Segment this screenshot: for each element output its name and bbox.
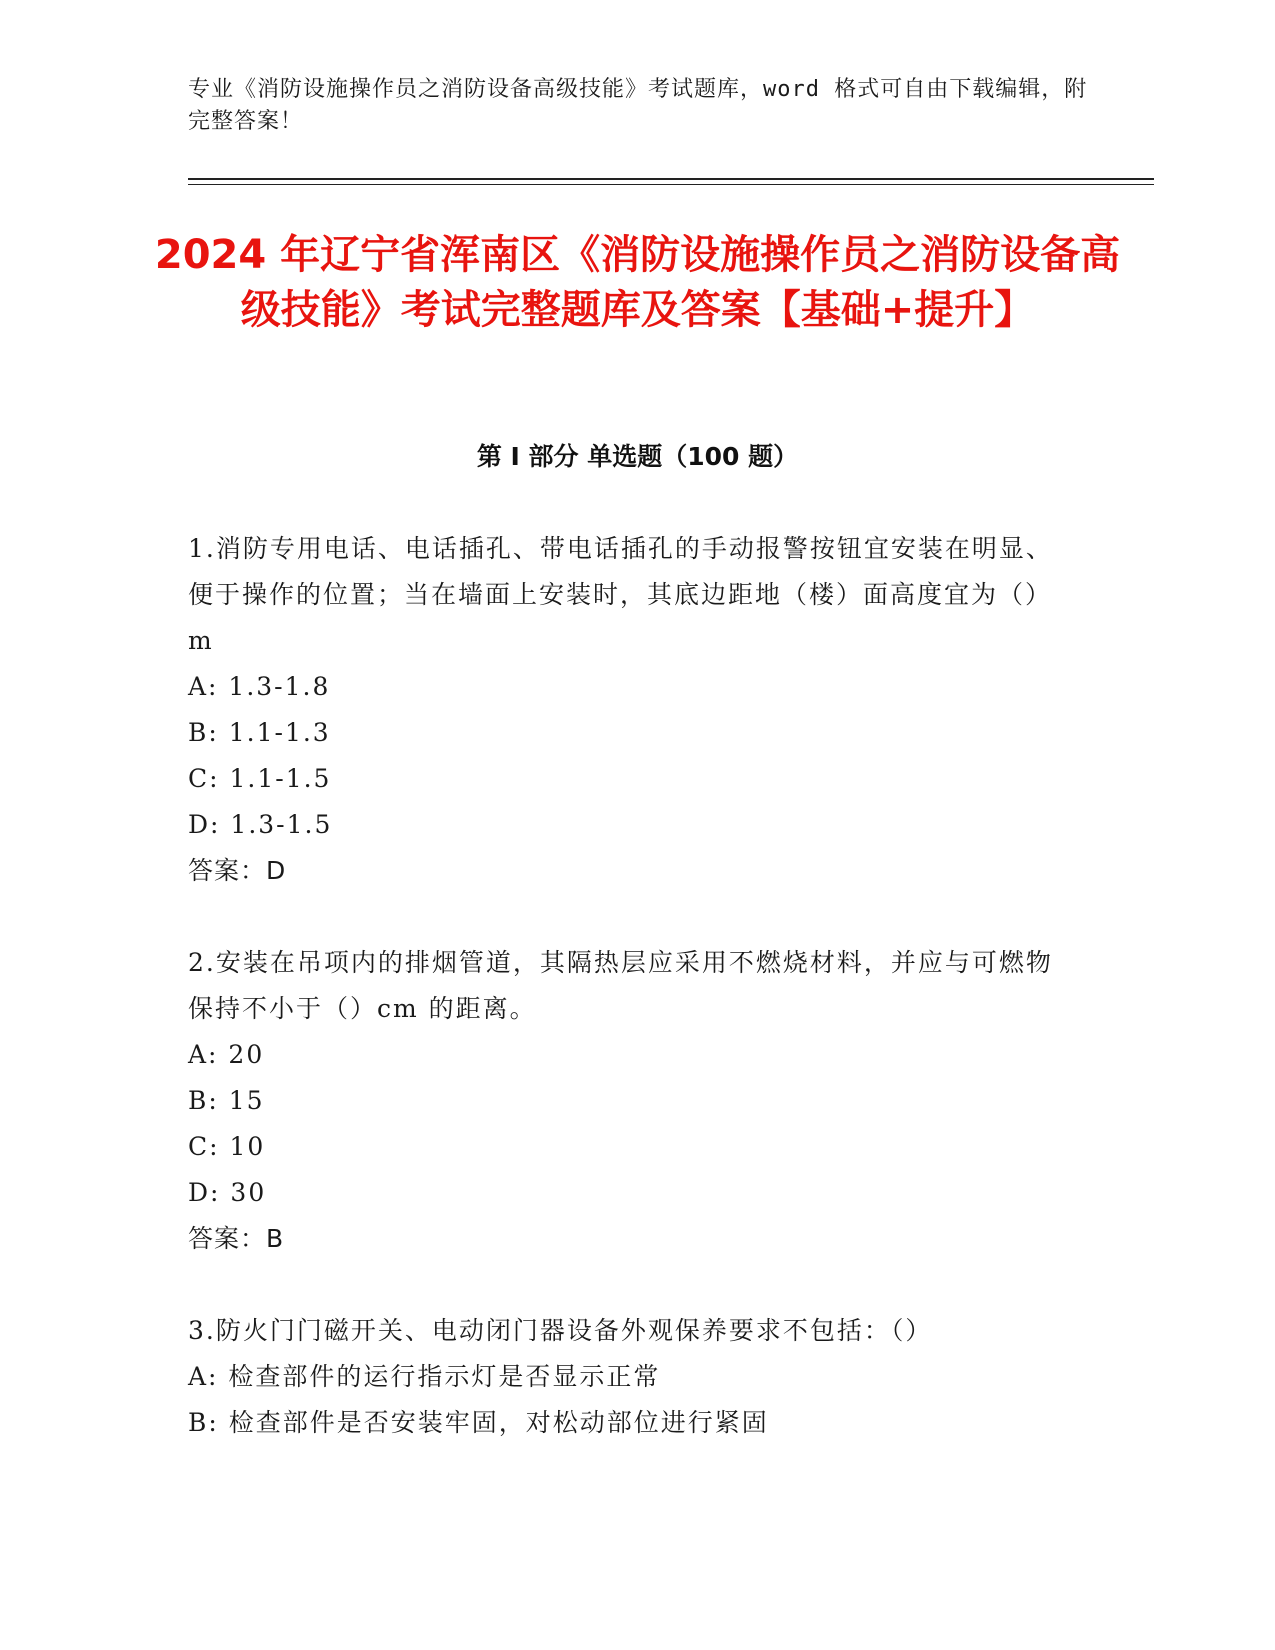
option-b: B: 检查部件是否安装牢固，对松动部位进行紧固	[188, 1408, 769, 1437]
answer: 答案：B	[188, 1224, 285, 1253]
question-1	[188, 526, 1068, 894]
header-divider	[188, 178, 1154, 180]
answer: 答案：D	[188, 856, 287, 885]
section-heading: 第 I 部分 单选题（100 题）	[476, 442, 799, 471]
question-list	[188, 526, 1068, 1492]
option-b: B: 1.1-1.3	[188, 718, 331, 747]
header-divider-thin	[188, 184, 1154, 185]
document-title: 2024 年辽宁省浑南区《消防设施操作员之消防设备高级技能》考试完整题库及答案【基础+提升】	[154, 232, 1121, 333]
option-c: C: 10	[188, 1132, 266, 1161]
option-a: A: 20	[188, 1040, 265, 1069]
question-stem: 3.防火门门磁开关、电动闭门器设备外观保养要求不包括：（）	[188, 1316, 933, 1345]
option-a: A: 1.3-1.8	[188, 672, 331, 701]
question-3	[188, 1308, 1068, 1446]
option-d: D: 1.3-1.5	[188, 810, 333, 839]
option-d: D: 30	[188, 1178, 267, 1207]
option-c: C: 1.1-1.5	[188, 764, 332, 793]
question-stem: 2.安装在吊项内的排烟管道，其隔热层应采用不燃烧材料，并应与可燃物保持不小于（）cm 的距离。	[188, 948, 1053, 1023]
header-note: 专业《消防设施操作员之消防设备高级技能》考试题库，word 格式可自由下载编辑，附完整答案！	[188, 77, 1088, 134]
option-a: A: 检查部件的运行指示灯是否显示正常	[188, 1362, 661, 1391]
option-b: B: 15	[188, 1086, 265, 1115]
question-2	[188, 940, 1068, 1262]
question-stem: 1.消防专用电话、电话插孔、带电话插孔的手动报警按钮宜安装在明显、便于操作的位置；当在墙面上安装时，其底边距地（楼）面高度宜为（）m	[188, 534, 1053, 655]
